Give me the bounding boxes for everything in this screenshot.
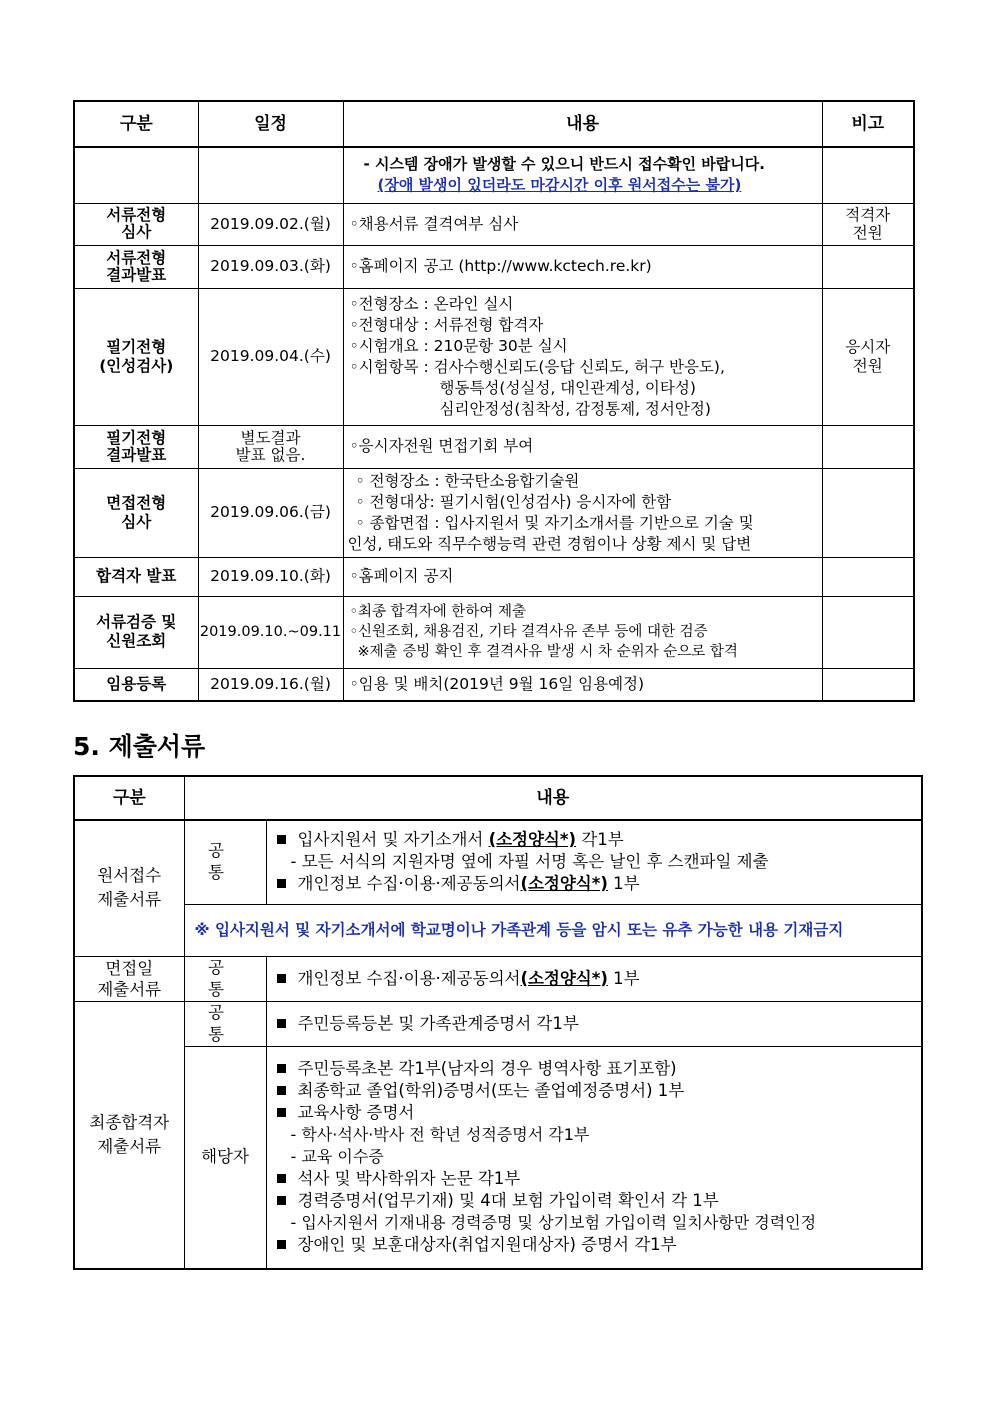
row-note [822, 668, 914, 701]
category-label: 원서접수 제출서류 [74, 820, 184, 956]
square-bullet-icon [277, 1019, 286, 1028]
empty-cell [822, 147, 914, 203]
row-content: ◦응시자전원 면접기회 부여 [343, 425, 822, 468]
empty-cell [198, 147, 343, 203]
row-date: 2019.09.04.(수) [198, 288, 343, 425]
row-label: 면접전형 심사 [74, 468, 198, 557]
row-date: 2019.09.16.(월) [198, 668, 343, 701]
row-note [822, 425, 914, 468]
row-date: 2019.09.10.~09.11 [198, 596, 343, 668]
type-label: 공 통 [184, 956, 266, 1001]
list-item: 장애인 및 보훈대상자(취업지원대상자) 증명서 각1부 [271, 1234, 918, 1256]
doc-list [266, 1046, 922, 1269]
row-note: 응시자 전원 [822, 288, 914, 425]
type-label: 공 통 [184, 820, 266, 904]
table-row [74, 557, 914, 596]
table-row [74, 468, 914, 557]
type-label: 해당자 [184, 1046, 266, 1269]
list-item: 교육사항 증명서 [271, 1102, 918, 1124]
row-content: ◦홈페이지 공지 [343, 557, 822, 596]
doc-list [266, 1001, 922, 1046]
section-title: 5. 제출서류 [73, 732, 206, 761]
row-label: 합격자 발표 [74, 557, 198, 596]
notice-line: - 시스템 장애가 발생할 수 있으니 반드시 접수확인 바랍니다. [363, 155, 765, 174]
square-bullet-icon [277, 1240, 286, 1249]
list-item: 석사 및 박사학위자 논문 각1부 [271, 1168, 918, 1190]
list-item: 주민등록등본 및 가족관계증명서 각1부 [271, 1013, 918, 1035]
row-label: 필기전형 (인성검사) [74, 288, 198, 425]
table-row [74, 425, 914, 468]
square-bullet-icon [277, 1086, 286, 1095]
square-bullet-icon [277, 879, 286, 888]
row-label: 서류전형 결과발표 [74, 245, 198, 288]
row-note [822, 468, 914, 557]
notice-line-blue: (장애 발생이 있더라도 마감시간 이후 원서접수는 불가) [377, 176, 742, 195]
list-item: 주민등록초본 각1부(남자의 경우 병역사항 표기포함) [271, 1058, 918, 1080]
row-note [822, 596, 914, 668]
col-header: 구분 [74, 776, 184, 820]
category-label: 면접일 제출서류 [74, 956, 184, 1001]
row-content: ◦전형장소 : 온라인 실시 ◦전형대상 : 서류전형 합격자 ◦시험개요 : 210문항 30분 실시 ◦시험항목 : 검사수행신뢰도(응답 신뢰도, 허구 반응도), 행동특성(성실성, 대인관계성, 이타성) 심리안정성(침착성, 감정통제, 정서안정) [343, 288, 822, 425]
col-header: 내용 [343, 101, 822, 147]
schedule-table [73, 100, 915, 702]
table-row [74, 596, 914, 668]
table-row [74, 147, 914, 203]
row-date: 2019.09.10.(화) [198, 557, 343, 596]
doc-list [266, 956, 922, 1001]
square-bullet-icon [277, 974, 286, 983]
table-row [74, 668, 914, 701]
documents-table [73, 775, 923, 1270]
documents-header-row [74, 776, 922, 820]
col-header: 일정 [198, 101, 343, 147]
empty-cell [74, 147, 198, 203]
table-row [74, 1046, 922, 1269]
square-bullet-icon [277, 1196, 286, 1205]
list-item: 최종학교 졸업(학위)증명서(또는 졸업예정증명서) 1부 [271, 1080, 918, 1102]
row-note: 적격자 전원 [822, 203, 914, 245]
list-item: 개인정보 수집·이용·제공동의서(소정양식*) 1부 [271, 873, 918, 895]
square-bullet-icon [277, 1174, 286, 1183]
row-date: 2019.09.02.(월) [198, 203, 343, 245]
row-label: 서류검증 및 신원조회 [74, 596, 198, 668]
list-item: 경력증명서(업무기재) 및 4대 보험 가입이력 확인서 각 1부 [271, 1190, 918, 1212]
col-header: 비고 [822, 101, 914, 147]
table-row [74, 820, 922, 904]
square-bullet-icon [277, 1064, 286, 1073]
row-content: ◦ 전형장소 : 한국탄소융합기술원 ◦ 전형대상: 필기시험(인성검사) 응시자에 한함 ◦ 종합면접 : 입사지원서 및 자기소개서를 기반으로 기술 및 인성, 태도와 직무수행능력 관련 경험이나 상황 제시 및 답변 [343, 468, 822, 557]
square-bullet-icon [277, 1108, 286, 1117]
table-row [74, 245, 914, 288]
col-header: 내용 [184, 776, 922, 820]
row-label: 임용등록 [74, 668, 198, 701]
table-row [74, 1001, 922, 1046]
notice-cell [343, 147, 822, 203]
row-content: ◦임용 및 배치(2019년 9월 16일 임용예정) [343, 668, 822, 701]
row-content: ◦최종 합격자에 한하여 제출 ◦신원조회, 채용검진, 기타 결격사유 존부 등에 대한 검증 ※제출 증빙 확인 후 결격사유 발생 시 차 순위자 순으로 합격 [343, 596, 822, 668]
row-note [822, 557, 914, 596]
list-item: 입사지원서 및 자기소개서 (소정양식*) 각1부 [271, 829, 918, 851]
row-date: 별도결과 발표 없음. [198, 425, 343, 468]
table-row [74, 904, 922, 956]
row-label: 서류전형 심사 [74, 203, 198, 245]
type-label: 공 통 [184, 1001, 266, 1046]
row-content: ◦홈페이지 공고 (http://www.kctech.re.kr) [343, 245, 822, 288]
row-label: 필기전형 결과발표 [74, 425, 198, 468]
list-subitem: - 교육 이수증 [290, 1147, 384, 1167]
row-content: ◦채용서류 결격여부 심사 [343, 203, 822, 245]
schedule-header-row [74, 101, 914, 147]
row-note [822, 245, 914, 288]
table-row [74, 956, 922, 1001]
category-label: 최종합격자 제출서류 [74, 1001, 184, 1269]
warning-note: ※ 입사지원서 및 자기소개서에 학교명이나 가족관계 등을 암시 또는 유추 가능한 내용 기재금지 [184, 904, 922, 956]
table-row [74, 203, 914, 245]
table-row [74, 288, 914, 425]
square-bullet-icon [277, 835, 286, 844]
list-item: 개인정보 수집·이용·제공동의서(소정양식*) 1부 [271, 968, 918, 990]
col-header: 구분 [74, 101, 198, 147]
list-subitem: - 모든 서식의 지원자명 옆에 자필 서명 혹은 날인 후 스캔파일 제출 [290, 852, 769, 872]
list-subitem: - 입사지원서 기재내용 경력증명 및 상기보험 가입이력 일치사항만 경력인정 [290, 1213, 817, 1233]
list-subitem: - 학사·석사·박사 전 학년 성적증명서 각1부 [290, 1125, 590, 1145]
row-date: 2019.09.06.(금) [198, 468, 343, 557]
doc-list [266, 820, 922, 904]
row-date: 2019.09.03.(화) [198, 245, 343, 288]
